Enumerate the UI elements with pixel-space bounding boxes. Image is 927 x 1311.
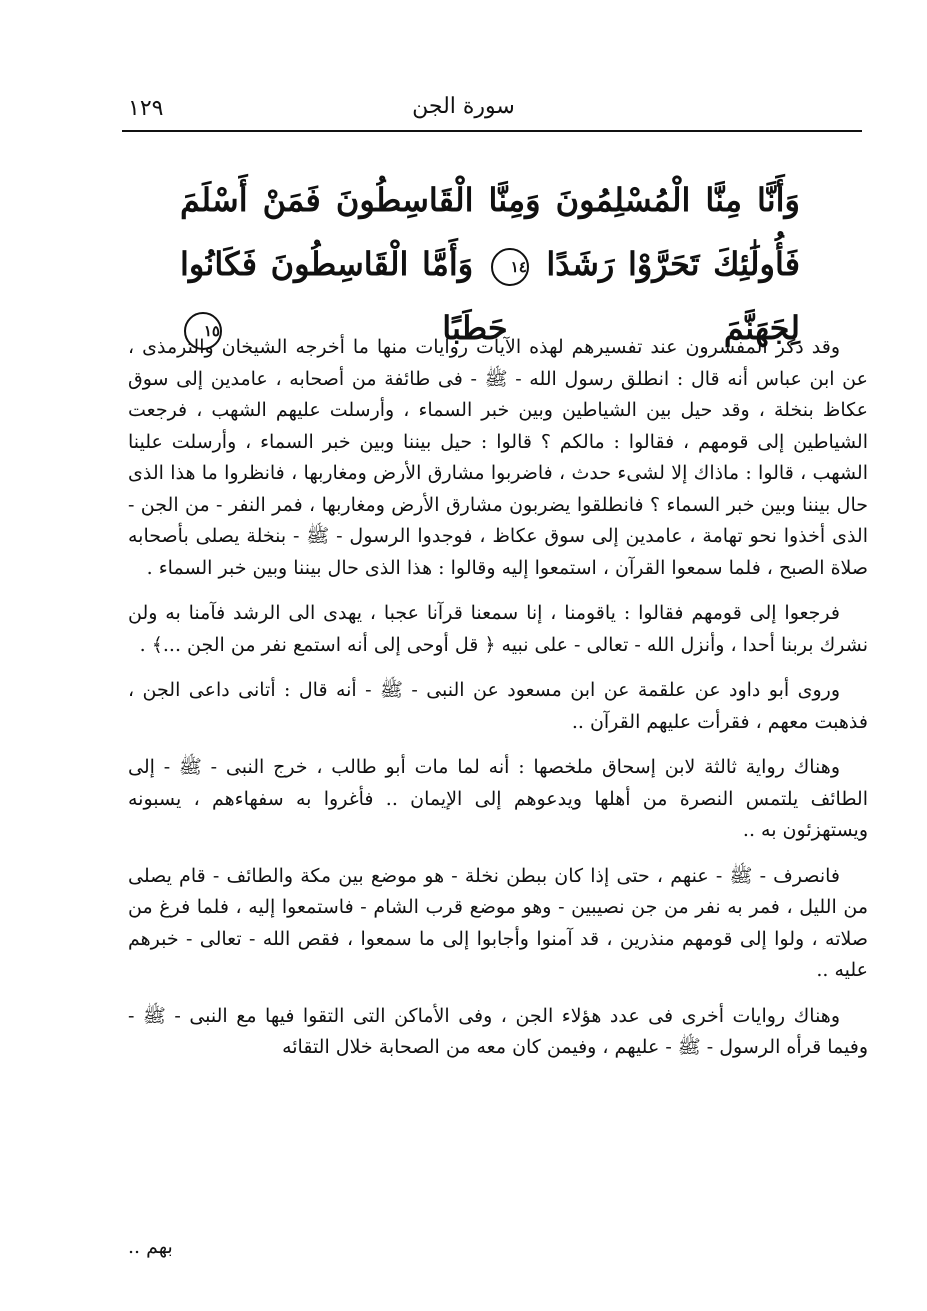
verse-text: وَأَنَّا مِنَّا الْمُسْلِمُونَ وَمِنَّا الْقَاسِطُونَ فَمَنْ أَسْلَمَ فَأُولَٰئِكَ تَحَرَّوْا رَشَدًا <box>180 181 800 283</box>
verse-number-marker: ١٥ <box>184 312 222 350</box>
header-rule <box>122 130 862 132</box>
running-title: سورة الجن <box>412 94 515 119</box>
commentary-body <box>128 332 868 1078</box>
paragraph: فرجعوا إلى قومهم فقالوا : ياقومنا ، إنا سمعنا قرآنا عجبا ، يهدى الى الرشد فآمنا به ولن نشرك بربنا أحدا ، وأنزل الله - تعالى - على نبيه ﴿ قل أوحى إلى أنه استمع نفر من الجن ...﴾ . <box>128 602 868 656</box>
paragraph: وروى أبو داود عن علقمة عن ابن مسعود عن النبى - ﷺ - أنه قال : أتانى داعى الجن ، فذهبت معهم ، فقرأت عليهم القرآن .. <box>128 679 868 733</box>
verse-text: وَأَمَّا الْقَاسِطُونَ فَكَانُوا لِجَهَنَّمَ حَطَبًا <box>180 245 801 347</box>
catchword: بهم .. <box>128 1236 173 1258</box>
paragraph: فانصرف - ﷺ - عنهم ، حتى إذا كان ببطن نخلة - هو موضع بين مكة والطائف - قام يصلى من الليل ، فمر به نفر من جن نصيبين - وهو موضع قرب الشام - فاستمعوا إليه ، فلما فرغ من صلاته ، ولوا إلى قومهم منذرين ، قد آمنوا وأجابوا إلى ما سمعوا ، فقص الله - تعالى - خبرهم عليه .. <box>128 864 868 981</box>
verse-number-marker: ١٤ <box>491 248 529 286</box>
paragraph: وهناك روايات أخرى فى عدد هؤلاء الجن ، وفى الأماكن التى التقوا فيها مع النبى - ﷺ - وفيما قرأه الرسول - ﷺ - عليهم ، وفيمن كان معه من الصحابة خلال التقائه <box>128 1004 868 1058</box>
paragraph: وهناك رواية ثالثة لابن إسحاق ملخصها : أنه لما مات أبو طالب ، خرج النبى - ﷺ - إلى الطائف يلتمس النصرة من أهلها ويدعوهم إلى الإيمان .. فأغروا به سفهاءهم ، يسبونه ويستهزئون به .. <box>128 756 868 841</box>
page-number: ١٢٩ <box>128 96 164 121</box>
paragraph: وقد ذكر المفسرون عند تفسيرهم لهذه الآيات روايات منها ما أخرجه الشيخان والترمذى ، عن ابن عباس أنه قال : انطلق رسول الله - ﷺ - فى طائفة من أصحابه ، عامدين إلى سوق عكاظ بنخلة ، وقد حيل بين الشياطين وبين خبر السماء ، وأرسلت عليهم الشهب ، فرجعت الشياطين إلى قومهم ، فقالوا : مالكم ؟ قالوا : حيل بيننا وبين خبر السماء ، وأرسلت علينا الشهب ، قالوا : ماذاك إلا لشىء حدث ، فاضربوا مشارق الأرض ومغاربها ، فانظروا ما هذا الذى حال بيننا وبين خبر السماء ؟ فانطلقوا يضربون مشارق الأرض ومغاربها ، فمر النفر - من الجن - الذى أخذوا نحو تهامة ، عامدين إلى سوق عكاظ ، فوجدوا الرسول - ﷺ - بنخلة يصلى بأصحابه صلاة الصبح ، فلما سمعوا القرآن ، استمعوا إليه وقالوا : هذا الذى حال بيننا وبين خبر السماء . <box>128 336 868 579</box>
